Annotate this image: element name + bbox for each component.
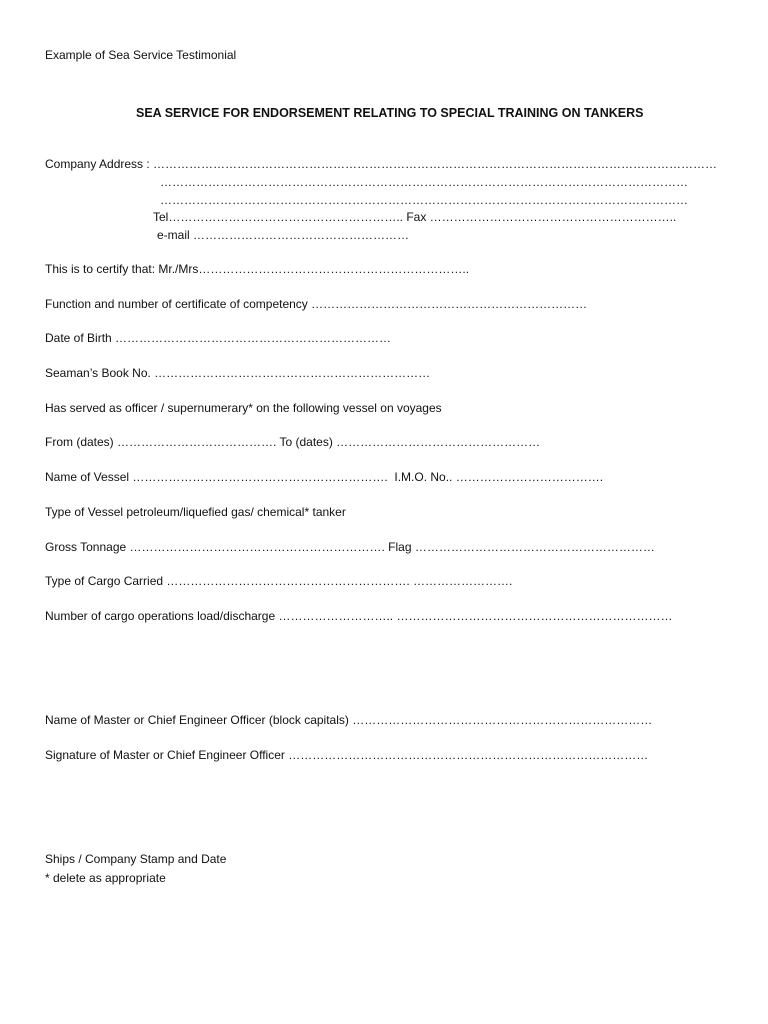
- certify-line: This is to certify that: Mr./Mrs…………………………………………………………..: [45, 262, 470, 276]
- seaman-book-line: Seaman’s Book No. ……………………………………………………………: [45, 366, 431, 380]
- document-title: SEA SERVICE FOR ENDORSEMENT RELATING TO SPECIAL TRAINING ON TANKERS: [136, 106, 644, 120]
- gross-tonnage-flag-line: Gross Tonnage ………………………………………………………. Flag ……………………………………………………: [45, 540, 655, 554]
- cargo-type-line: Type of Cargo Carried ……………………………………………………. …………………….: [45, 574, 513, 588]
- company-address-line: Company Address : ……………………………………………………………………………………………………………………………: [45, 157, 718, 171]
- company-address-line: ……………………………………………………………………………………………………………………: [160, 193, 688, 207]
- footnote: * delete as appropriate: [45, 871, 166, 885]
- cargo-operations-line: Number of cargo operations load/discharge ……………………….. ……………………………………………………………: [45, 609, 673, 623]
- master-signature-line: Signature of Master or Chief Engineer Officer ………………………………………………………………………………: [45, 748, 649, 762]
- certificate-function-line: Function and number of certificate of competency ……………………………………………………………: [45, 297, 588, 311]
- vessel-name-line: Name of Vessel ………………………………………………………. I.M.O. No.. ……………………………….: [45, 470, 604, 484]
- master-name-line: Name of Master or Chief Engineer Officer (block capitals) …………………………………………………………………: [45, 713, 653, 727]
- date-of-birth-line: Date of Birth ……………………………………………………………: [45, 331, 392, 345]
- service-statement: Has served as officer / supernumerary* on the following vessel on voyages: [45, 401, 442, 415]
- dates-line: From (dates) …………………………………. To (dates) ……………………………………………: [45, 435, 541, 449]
- company-address-line: ……………………………………………………………………………………………………………………: [160, 175, 688, 189]
- stamp-label: Ships / Company Stamp and Date: [45, 852, 227, 866]
- vessel-type-line: Type of Vessel petroleum/liquefied gas/ chemical* tanker: [45, 505, 346, 519]
- email-line: e-mail ………………………………………………: [157, 228, 410, 242]
- example-label: Example of Sea Service Testimonial: [45, 48, 237, 62]
- tel-fax-line: Tel………………………………………………….. Fax ……………………………………………………..: [153, 210, 677, 224]
